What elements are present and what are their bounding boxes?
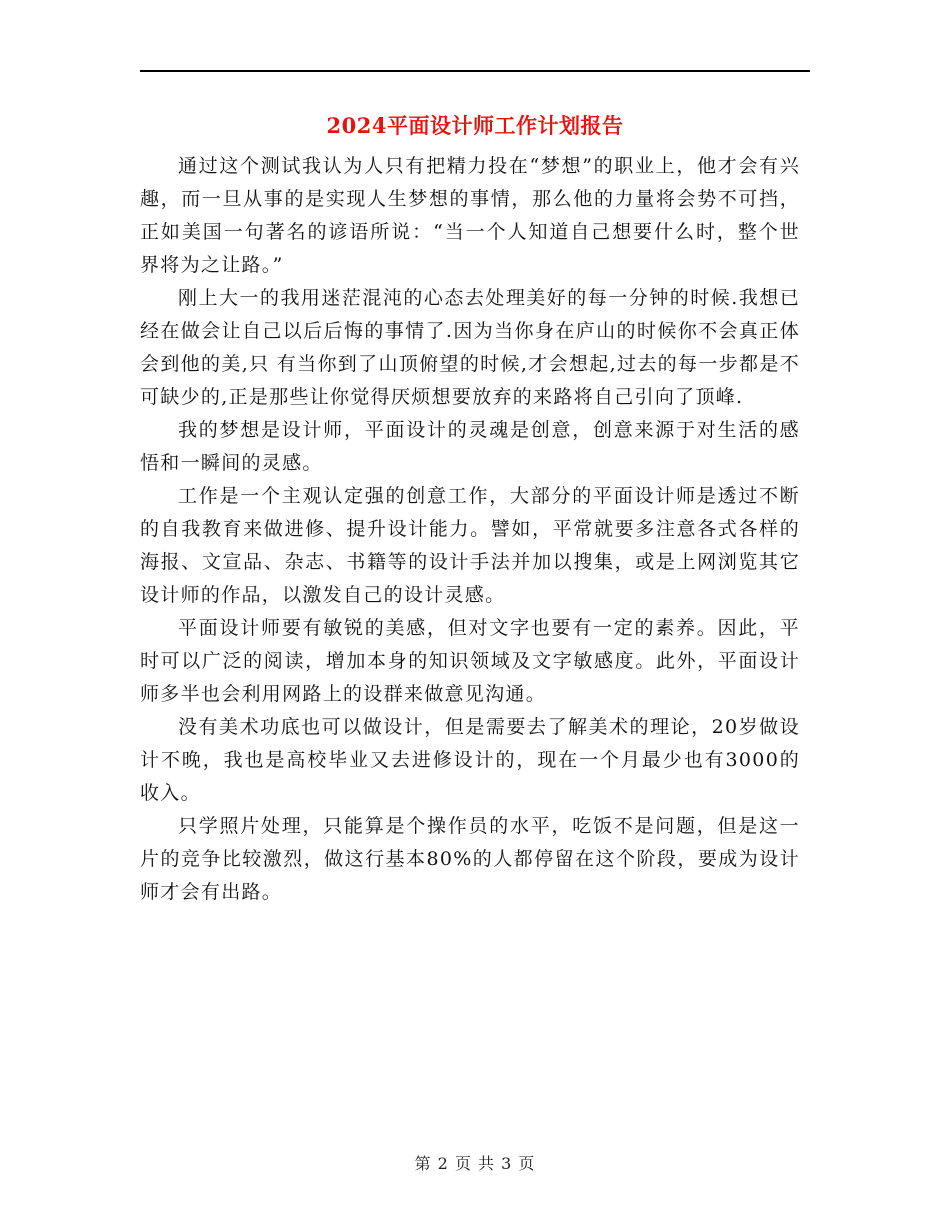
page-number-footer: 第 2 页 共 3 页	[414, 1154, 536, 1173]
document-body	[140, 150, 800, 909]
paragraph-2: 刚上大一的我用迷茫混沌的心态去处理美好的每一分钟的时候.我想已经在做会让自己以后后悔的事情了.因为当你身在庐山的时候你不会真正体会到他的美,只 有当你到了山顶俯望的时候,才会想起,过去的每一步都是不可缺少的,正是那些让你觉得厌烦想要放弃的来路将自己引向了顶峰.	[140, 287, 800, 408]
paragraph-6: 没有美术功底也可以做设计，但是需要去了解美术的理论，20岁做设计不晚，我也是高校毕业又去进修设计的，现在一个月最少也有3000的收入。	[140, 716, 800, 804]
paragraph-1: 通过这个测试我认为人只有把精力投在“梦想”的职业上，他才会有兴趣，而一旦从事的是实现人生梦想的事情，那么他的力量将会势不可挡，正如美国一句著名的谚语所说：“当一个人知道自己想要什么时，整个世界将为之让路。”	[140, 155, 800, 276]
paragraph-5: 平面设计师要有敏锐的美感，但对文字也要有一定的素养。因此，平时可以广泛的阅读，增加本身的知识领域及文字敏感度。此外，平面设计师多半也会利用网路上的设群来做意见沟通。	[140, 617, 800, 705]
paragraph-4: 工作是一个主观认定强的创意工作，大部分的平面设计师是透过不断的自我教育来做进修、提升设计能力。譬如，平常就要多注意各式各样的海报、文宣品、杂志、书籍等的设计手法并加以搜集，或是上网浏览其它设计师的作品，以激发自己的设计灵感。	[140, 485, 800, 606]
document-title: 2024平面设计师工作计划报告	[326, 113, 624, 138]
header-rule	[140, 70, 810, 72]
paragraph-3: 我的梦想是设计师，平面设计的灵魂是创意，创意来源于对生活的感悟和一瞬间的灵感。	[140, 419, 800, 474]
paragraph-7: 只学照片处理，只能算是个操作员的水平，吃饭不是问题，但是这一片的竞争比较激烈，做这行基本80%的人都停留在这个阶段，要成为设计师才会有出路。	[140, 815, 800, 903]
